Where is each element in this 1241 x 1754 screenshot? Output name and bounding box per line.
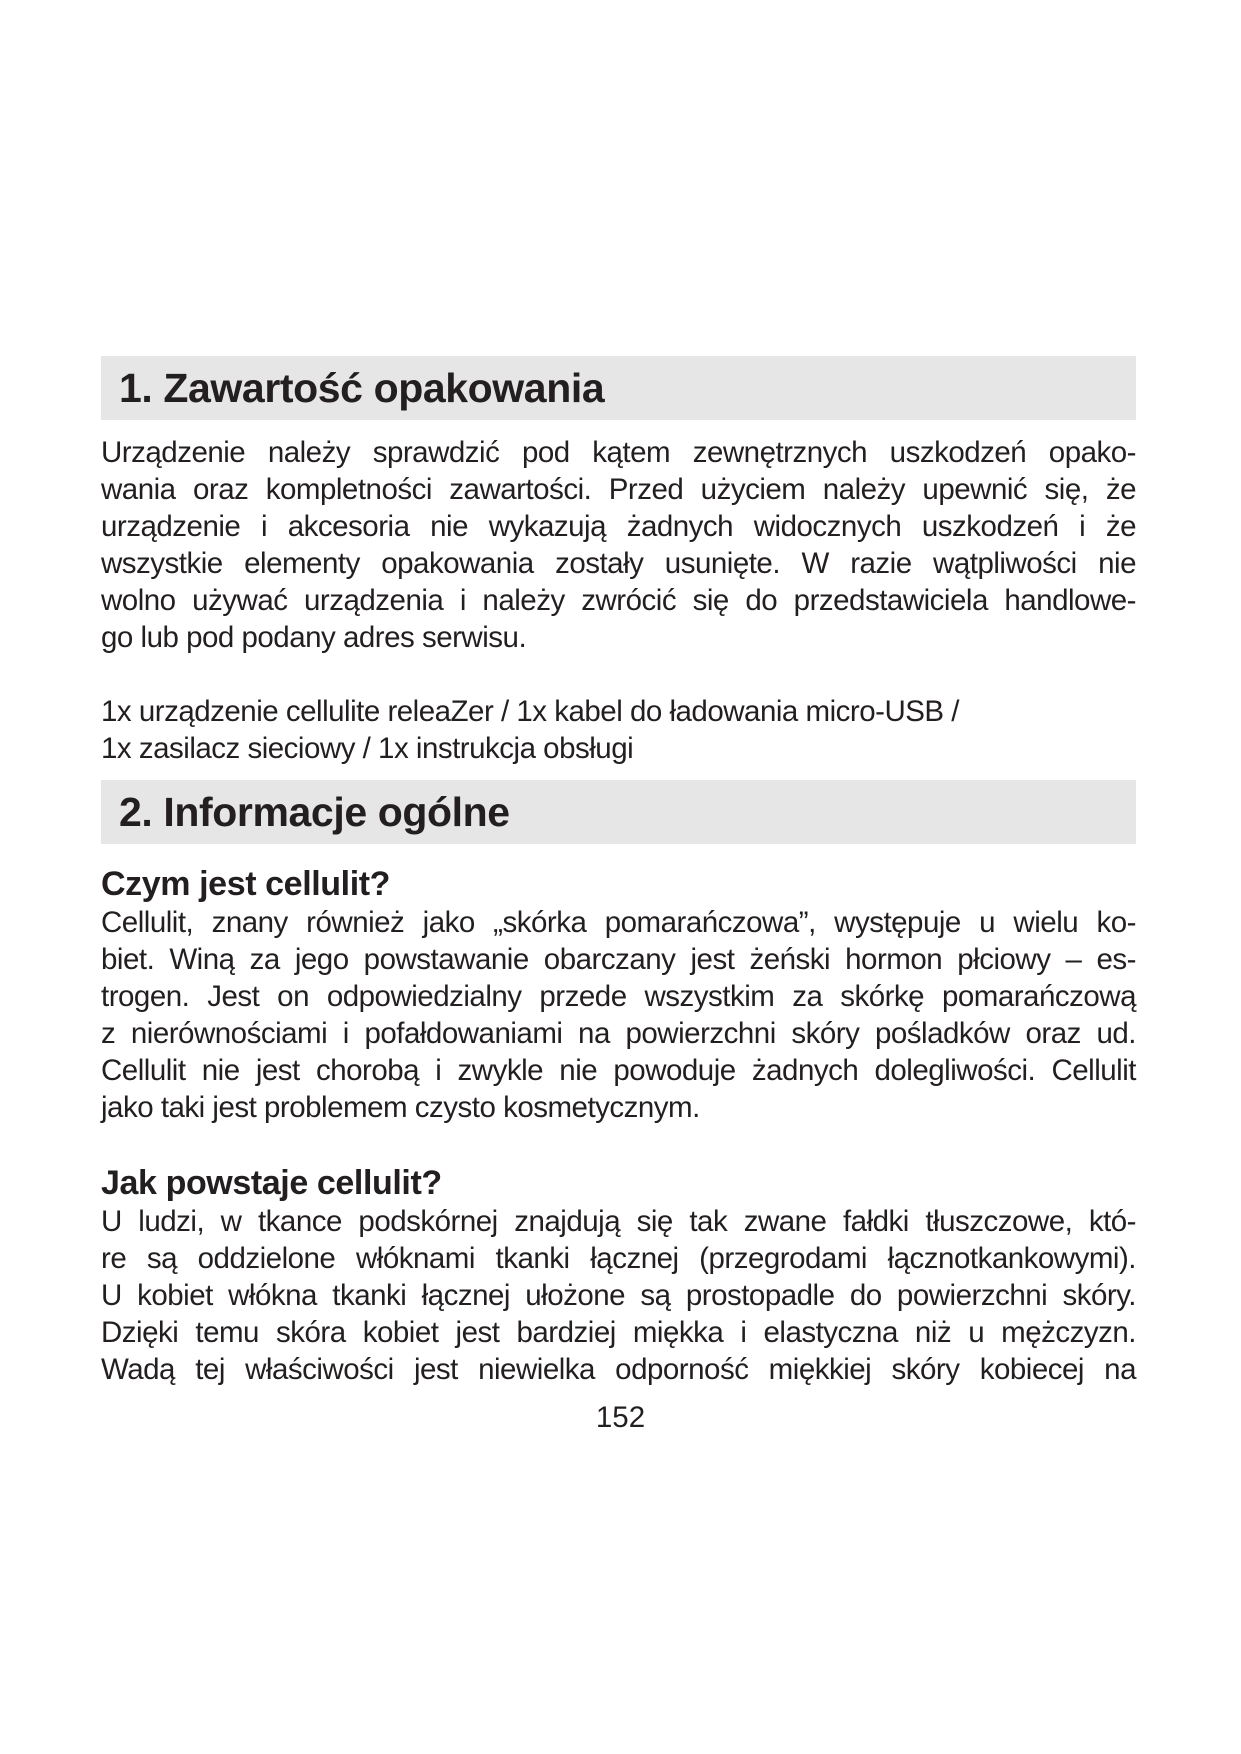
subsection-title-what-is-cellulite: Czym jest cellulit? xyxy=(101,865,391,903)
body-line: biet. Winą za jego powstawanie obarczany jest żeński hormon płciowy – es- xyxy=(101,943,1136,976)
body-line: Cellulit nie jest chorobą i zwykle nie powoduje żadnych dolegliwości. Cellulit xyxy=(101,1054,1136,1087)
body-line: U ludzi, w tkance podskórnej znajdują się tak zwane fałdki tłuszczowe, któ- xyxy=(101,1205,1136,1238)
page-number: 152 xyxy=(595,1401,646,1434)
body-line: re są oddzielone włóknami tkanki łącznej (przegrodami łącznotkankowymi). xyxy=(101,1242,1136,1275)
section-1-title: 1. Zawartość opakowania xyxy=(119,364,605,411)
body-line: urządzenie i akcesoria nie wykazują żadnych widocznych uszkodzeń i że xyxy=(101,510,1136,543)
section-1-header xyxy=(101,356,1136,420)
subsection-body-how-cellulite-forms xyxy=(101,1203,1136,1388)
body-line: Urządzenie należy sprawdzić pod kątem zewnętrznych uszkodzeń opako- xyxy=(101,436,1136,469)
section-2-header xyxy=(101,780,1136,844)
subsection-body-what-is-cellulite xyxy=(101,904,1136,1126)
body-line: jako taki jest problemem czysto kosmetycznym. xyxy=(101,1091,700,1124)
section-1-body xyxy=(101,434,1136,656)
body-line: wania oraz kompletności zawartości. Przed użyciem należy upewnić się, że xyxy=(101,473,1136,506)
page-content xyxy=(101,356,1136,1388)
body-line: go lub pod podany adres serwisu. xyxy=(101,621,527,654)
body-line: wolno używać urządzenia i należy zwrócić się do przedstawiciela handlowe- xyxy=(101,584,1136,617)
contents-line: 1x urządzenie cellulite releaZer / 1x kabel do ładowania micro-USB / xyxy=(101,695,959,728)
body-line: Wadą tej właściwości jest niewielka odporność miękkiej skóry kobiecej na xyxy=(101,1353,1136,1386)
section-2-title: 2. Informacje ogólne xyxy=(119,788,510,835)
body-line: z nierównościami i pofałdowaniami na powierzchni skóry pośladków oraz ud. xyxy=(101,1017,1136,1050)
body-line: Dzięki temu skóra kobiet jest bardziej miękka i elastyczna niż u mężczyzn. xyxy=(101,1316,1136,1349)
subsection-title-how-cellulite-forms: Jak powstaje cellulit? xyxy=(101,1164,442,1202)
package-contents xyxy=(101,693,1136,767)
body-line: wszystkie elementy opakowania zostały usunięte. W razie wątpliwości nie xyxy=(101,547,1136,580)
body-line: U kobiet włókna tkanki łącznej ułożone są prostopadle do powierzchni skóry. xyxy=(101,1279,1136,1312)
body-line: trogen. Jest on odpowiedzialny przede wszystkim za skórkę pomarańczową xyxy=(101,980,1136,1013)
contents-line: 1x zasilacz sieciowy / 1x instrukcja obsługi xyxy=(101,732,634,765)
body-line: Cellulit, znany również jako „skórka pomarańczowa”, występuje u wielu ko- xyxy=(101,906,1136,939)
